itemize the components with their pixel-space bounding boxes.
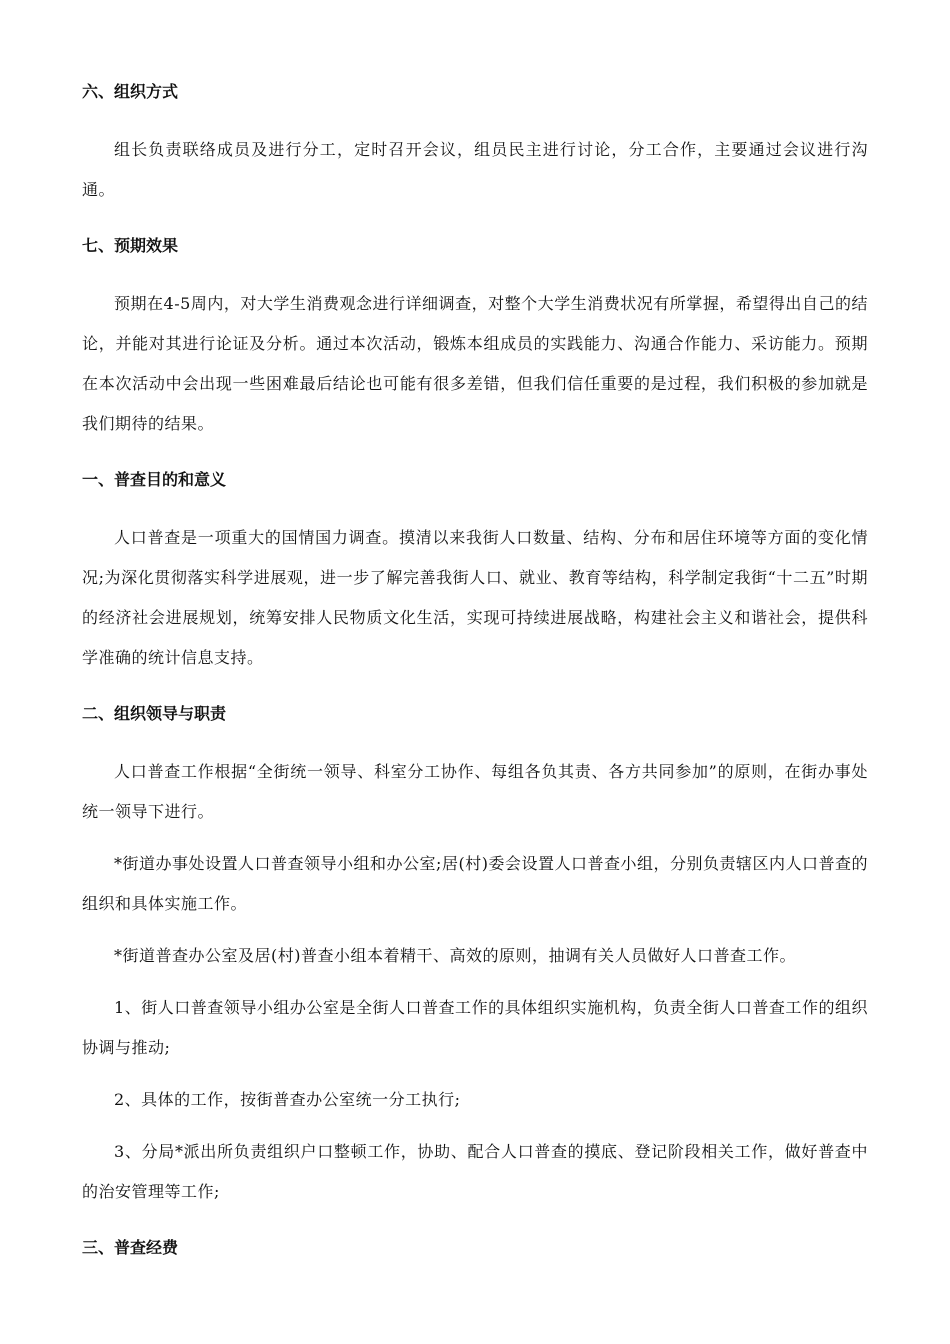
section-heading-census-funding: 三、普查经费 xyxy=(82,1238,179,1257)
paragraph-census-office-staffing: *街道普查办公室及居(村)普查小组本着精干、高效的原则，抽调有关人员做好人口普查工作。 xyxy=(114,946,796,965)
paragraph-organization-method: 组长负责联络成员及进行分工，定时召开会议，组员民主进行讨论，分工合作，主要通过会议进行沟通。 xyxy=(82,140,868,199)
paragraph-street-office-setup: *街道办事处设置人口普查领导小组和办公室;居(村)委会设置人口普查小组，分别负责辖区内人口普查的组织和具体实施工作。 xyxy=(82,854,868,913)
paragraph-duty-item-2: 2、具体的工作，按街普查办公室统一分工执行; xyxy=(114,1090,461,1109)
section-heading-census-purpose: 一、普查目的和意义 xyxy=(82,470,227,489)
paragraph-leadership-principle: 人口普查工作根据“全街统一领导、科室分工协作、每组各负其责、各方共同参加”的原则，在街办事处统一领导下进行。 xyxy=(82,762,868,821)
paragraph-duty-item-1: 1、街人口普查领导小组办公室是全街人口普查工作的具体组织实施机构，负责全街人口普查工作的组织协调与推动; xyxy=(82,998,868,1057)
paragraph-census-purpose: 人口普查是一项重大的国情国力调查。摸清以来我街人口数量、结构、分布和居住环境等方面的变化情况;为深化贯彻落实科学进展观，进一步了解完善我街人口、就业、教育等结构，科学制定我街“十二五”时期的经济社会进展规划，统筹安排人民物质文化生活，实现可持续进展战略，构建社会主义和谐社会，提供科学准确的统计信息支持。 xyxy=(82,528,868,667)
paragraph-expected-effect: 预期在4-5周内，对大学生消费观念进行详细调查，对整个大学生消费状况有所掌握，希望得出自己的结论，并能对其进行论证及分析。通过本次活动，锻炼本组成员的实践能力、沟通合作能力、采访能力。预期在本次活动中会出现一些困难最后结论也可能有很多差错，但我们信任重要的是过程，我们积极的参加就是我们期待的结果。 xyxy=(82,294,868,433)
section-heading-organization-leadership: 二、组织领导与职责 xyxy=(82,704,227,723)
paragraph-duty-item-3: 3、分局*派出所负责组织户口整顿工作，协助、配合人口普查的摸底、登记阶段相关工作，做好普查中的治安管理等工作; xyxy=(82,1142,868,1201)
section-heading-expected-effect: 七、预期效果 xyxy=(82,236,179,255)
section-heading-organization-method: 六、组织方式 xyxy=(82,82,179,101)
